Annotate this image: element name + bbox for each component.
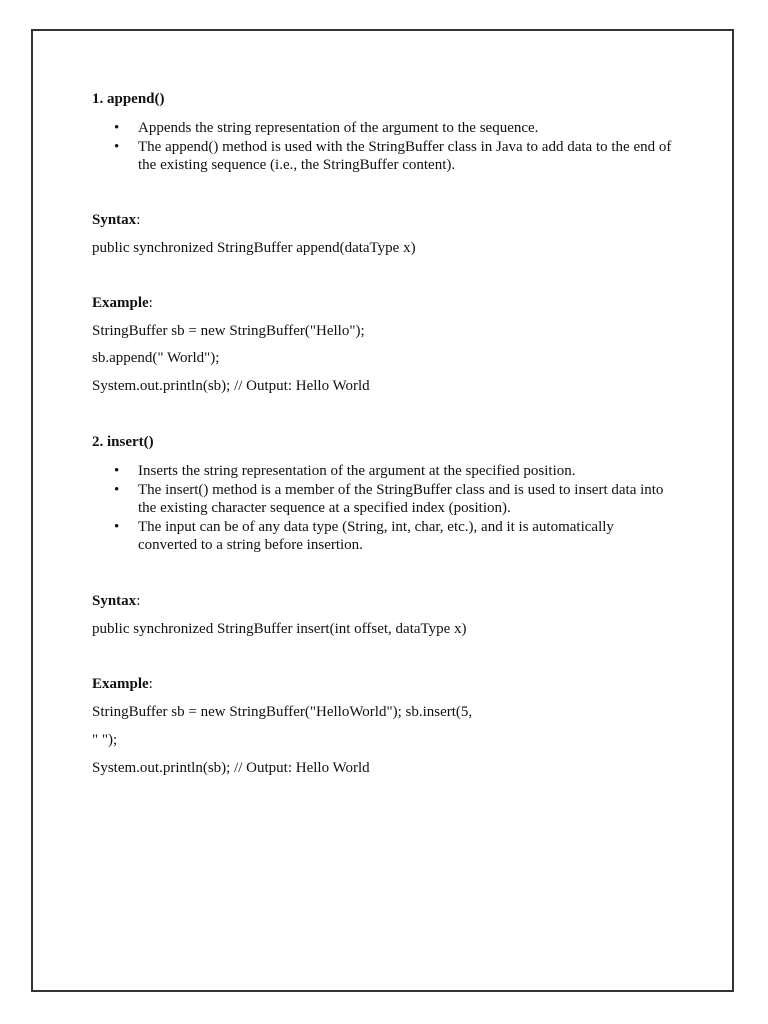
bullet-list-append xyxy=(92,119,692,175)
list-item xyxy=(92,138,692,175)
bullet-icon: • xyxy=(114,481,120,498)
list-item xyxy=(92,481,667,518)
example-colon: : xyxy=(148,676,153,692)
bullet-text: The input can be of any data type (String, int, char, etc.), and it is automatically converted to a string before insertion. xyxy=(138,518,614,553)
syntax-label-line xyxy=(92,592,140,611)
bullet-icon: • xyxy=(114,518,120,535)
example-label-line xyxy=(92,294,153,313)
bullet-text: Inserts the string representation of the argument at the specified position. xyxy=(138,463,576,479)
example-label: Example xyxy=(92,295,149,311)
bullet-icon: • xyxy=(114,138,120,155)
example-code-line: System.out.println(sb); // Output: Hello World xyxy=(92,378,370,394)
bullet-icon: • xyxy=(114,120,120,136)
bullet-list-insert xyxy=(92,462,667,555)
bullet-text: The insert() method is a member of the StringBuffer class and is used to insert data into the existing character sequence at a specified index (position). xyxy=(138,481,664,516)
syntax-label: Syntax xyxy=(92,593,137,609)
example-code-line: sb.append(" World"); xyxy=(92,350,220,366)
example-label-line xyxy=(92,675,153,694)
section-heading-append: 1. append() xyxy=(92,91,165,107)
syntax-colon: : xyxy=(136,212,141,228)
bullet-icon: • xyxy=(114,463,120,479)
syntax-label: Syntax xyxy=(92,212,137,228)
list-item xyxy=(92,119,692,138)
list-item xyxy=(92,518,667,555)
example-code-line: " "); xyxy=(92,732,118,748)
example-code-line: StringBuffer sb = new StringBuffer("HelloWorld"); sb.insert(5, xyxy=(92,704,473,720)
example-label: Example xyxy=(92,676,149,692)
syntax-code: public synchronized StringBuffer insert(int offset, dataType x) xyxy=(92,621,467,637)
example-colon: : xyxy=(148,295,153,311)
syntax-label-line xyxy=(92,211,140,230)
bullet-text: Appends the string representation of the argument to the sequence. xyxy=(138,120,539,136)
syntax-colon: : xyxy=(136,593,141,609)
example-code-line: System.out.println(sb); // Output: Hello World xyxy=(92,760,370,776)
bullet-text: The append() method is used with the StringBuffer class in Java to add data to the end of the existing sequence (i.e., the StringBuffer content). xyxy=(138,138,672,173)
example-code-line: StringBuffer sb = new StringBuffer("Hello"); xyxy=(92,323,365,339)
section-heading-insert: 2. insert() xyxy=(92,434,154,450)
list-item xyxy=(92,462,667,481)
syntax-code: public synchronized StringBuffer append(dataType x) xyxy=(92,240,416,256)
